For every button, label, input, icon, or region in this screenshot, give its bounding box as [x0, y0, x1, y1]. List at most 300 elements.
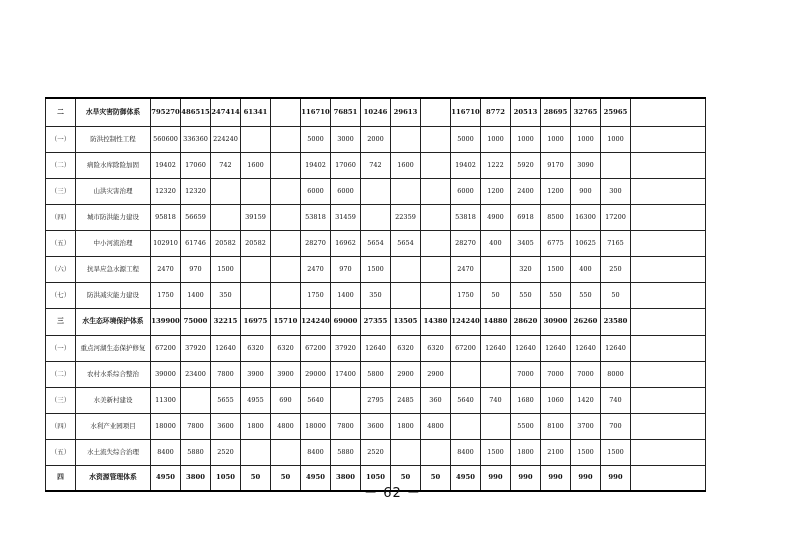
value-cell	[241, 178, 271, 204]
value-cell: 5654	[361, 230, 391, 256]
value-cell: 4800	[271, 413, 301, 439]
value-cell	[631, 256, 706, 282]
value-cell: 27355	[361, 308, 391, 335]
value-cell: 1200	[481, 178, 511, 204]
value-cell: 6000	[301, 178, 331, 204]
value-cell: 1500	[211, 256, 241, 282]
value-cell: 3700	[571, 413, 601, 439]
value-cell: 3000	[331, 126, 361, 152]
value-cell: 14380	[421, 308, 451, 335]
value-cell: 28270	[301, 230, 331, 256]
value-cell: 61746	[181, 230, 211, 256]
value-cell	[391, 178, 421, 204]
value-cell	[241, 256, 271, 282]
row-index-cell: （二）	[46, 361, 76, 387]
row-index-cell: （三）	[46, 178, 76, 204]
table-row	[46, 335, 706, 361]
value-cell: 1000	[541, 126, 571, 152]
page-number: － 62 －	[364, 486, 421, 501]
value-cell: 247414	[211, 98, 241, 126]
table-row	[46, 178, 706, 204]
row-name-cell: 山洪灾害治理	[76, 178, 151, 204]
value-cell: 1500	[361, 256, 391, 282]
value-cell: 1500	[571, 439, 601, 465]
value-cell	[631, 282, 706, 308]
value-cell: 3405	[511, 230, 541, 256]
value-cell: 2520	[361, 439, 391, 465]
row-index-cell: （六）	[46, 256, 76, 282]
value-cell	[421, 282, 451, 308]
value-cell	[631, 126, 706, 152]
value-cell: 4900	[481, 204, 511, 230]
value-cell: 12640	[571, 335, 601, 361]
value-cell: 32765	[571, 98, 601, 126]
value-cell: 550	[511, 282, 541, 308]
value-cell: 50	[601, 282, 631, 308]
value-cell: 7800	[181, 413, 211, 439]
row-name-cell: 病险水库除险加固	[76, 152, 151, 178]
value-cell: 39159	[241, 204, 271, 230]
value-cell: 17400	[331, 361, 361, 387]
value-cell: 5640	[301, 387, 331, 413]
value-cell: 124240	[451, 308, 481, 335]
value-cell: 742	[211, 152, 241, 178]
value-cell: 3600	[361, 413, 391, 439]
value-cell: 486515	[181, 98, 211, 126]
value-cell	[271, 178, 301, 204]
value-cell	[211, 204, 241, 230]
table-row	[46, 413, 706, 439]
value-cell: 740	[481, 387, 511, 413]
value-cell: 50	[421, 465, 451, 491]
table-row	[46, 256, 706, 282]
value-cell: 550	[571, 282, 601, 308]
value-cell: 2100	[541, 439, 571, 465]
value-cell: 970	[181, 256, 211, 282]
value-cell: 1400	[331, 282, 361, 308]
value-cell: 18000	[301, 413, 331, 439]
value-cell: 1222	[481, 152, 511, 178]
value-cell: 17200	[601, 204, 631, 230]
row-name-cell: 水美新村建设	[76, 387, 151, 413]
value-cell: 12640	[361, 335, 391, 361]
value-cell: 2900	[421, 361, 451, 387]
value-cell	[391, 439, 421, 465]
row-index-cell: 四	[46, 465, 76, 491]
value-cell: 1500	[481, 439, 511, 465]
value-cell: 50	[391, 465, 421, 491]
value-cell	[631, 387, 706, 413]
row-index-cell: （三）	[46, 387, 76, 413]
row-name-cell: 水旱灾害防御体系	[76, 98, 151, 126]
value-cell: 7000	[541, 361, 571, 387]
value-cell: 1500	[541, 256, 571, 282]
value-cell: 4800	[421, 413, 451, 439]
value-cell: 23400	[181, 361, 211, 387]
value-cell: 3600	[211, 413, 241, 439]
value-cell	[421, 178, 451, 204]
value-cell: 12320	[181, 178, 211, 204]
value-cell: 1750	[301, 282, 331, 308]
value-cell: 22359	[391, 204, 421, 230]
value-cell: 350	[361, 282, 391, 308]
value-cell: 6000	[451, 178, 481, 204]
row-name-cell: 防洪减灾能力建设	[76, 282, 151, 308]
value-cell: 350	[211, 282, 241, 308]
value-cell	[181, 387, 211, 413]
value-cell: 6320	[391, 335, 421, 361]
value-cell: 12640	[211, 335, 241, 361]
value-cell: 250	[601, 256, 631, 282]
value-cell: 1050	[211, 465, 241, 491]
value-cell: 1600	[391, 152, 421, 178]
value-cell: 139900	[151, 308, 181, 335]
value-cell	[421, 126, 451, 152]
value-cell: 12640	[541, 335, 571, 361]
value-cell: 50	[241, 465, 271, 491]
value-cell	[631, 152, 706, 178]
value-cell: 20513	[511, 98, 541, 126]
row-name-cell: 水利产业园项目	[76, 413, 151, 439]
value-cell: 19402	[301, 152, 331, 178]
value-cell	[391, 126, 421, 152]
value-cell	[271, 126, 301, 152]
value-cell	[451, 361, 481, 387]
value-cell	[481, 413, 511, 439]
value-cell: 28695	[541, 98, 571, 126]
value-cell: 5500	[511, 413, 541, 439]
value-cell: 8400	[451, 439, 481, 465]
value-cell: 20582	[211, 230, 241, 256]
value-cell: 37920	[181, 335, 211, 361]
value-cell	[271, 256, 301, 282]
value-cell: 50	[271, 465, 301, 491]
value-cell: 7165	[601, 230, 631, 256]
value-cell: 8400	[301, 439, 331, 465]
value-cell: 3800	[331, 465, 361, 491]
value-cell	[271, 152, 301, 178]
value-cell: 75000	[181, 308, 211, 335]
value-cell: 5920	[511, 152, 541, 178]
value-cell: 4955	[241, 387, 271, 413]
value-cell	[241, 282, 271, 308]
value-cell	[481, 256, 511, 282]
value-cell	[241, 439, 271, 465]
value-cell: 990	[601, 465, 631, 491]
value-cell: 1420	[571, 387, 601, 413]
table-row	[46, 230, 706, 256]
row-index-cell: 三	[46, 308, 76, 335]
value-cell: 400	[481, 230, 511, 256]
value-cell: 1060	[541, 387, 571, 413]
value-cell: 29613	[391, 98, 421, 126]
value-cell: 29000	[301, 361, 331, 387]
value-cell: 19402	[151, 152, 181, 178]
value-cell	[631, 178, 706, 204]
value-cell	[271, 230, 301, 256]
value-cell: 69000	[331, 308, 361, 335]
value-cell: 3090	[571, 152, 601, 178]
value-cell: 10246	[361, 98, 391, 126]
value-cell: 795270	[151, 98, 181, 126]
value-cell	[601, 152, 631, 178]
value-cell: 2000	[361, 126, 391, 152]
row-name-cell: 水土流失综合治理	[76, 439, 151, 465]
value-cell: 336360	[181, 126, 211, 152]
value-cell: 990	[571, 465, 601, 491]
value-cell: 124240	[301, 308, 331, 335]
value-cell: 1000	[601, 126, 631, 152]
row-index-cell: （五）	[46, 230, 76, 256]
value-cell: 5654	[391, 230, 421, 256]
value-cell: 1000	[571, 126, 601, 152]
row-index-cell: （七）	[46, 282, 76, 308]
value-cell: 1800	[391, 413, 421, 439]
value-cell: 224240	[211, 126, 241, 152]
value-cell: 2485	[391, 387, 421, 413]
value-cell: 8772	[481, 98, 511, 126]
value-cell: 1500	[601, 439, 631, 465]
value-cell: 2470	[451, 256, 481, 282]
value-cell: 7800	[331, 413, 361, 439]
value-cell: 1800	[511, 439, 541, 465]
value-cell: 95818	[151, 204, 181, 230]
value-cell	[271, 98, 301, 126]
value-cell: 12640	[601, 335, 631, 361]
value-cell: 116710	[451, 98, 481, 126]
value-cell: 8100	[541, 413, 571, 439]
value-cell: 39000	[151, 361, 181, 387]
value-cell	[421, 152, 451, 178]
value-cell: 690	[271, 387, 301, 413]
value-cell: 360	[421, 387, 451, 413]
value-cell: 12640	[481, 335, 511, 361]
value-cell: 7000	[511, 361, 541, 387]
value-cell	[631, 439, 706, 465]
value-cell: 28620	[511, 308, 541, 335]
value-cell: 25965	[601, 98, 631, 126]
value-cell: 6918	[511, 204, 541, 230]
table-row	[46, 98, 706, 126]
value-cell: 560600	[151, 126, 181, 152]
value-cell	[361, 204, 391, 230]
value-cell: 15710	[271, 308, 301, 335]
value-cell: 1600	[241, 152, 271, 178]
value-cell: 4950	[151, 465, 181, 491]
value-cell: 14880	[481, 308, 511, 335]
row-name-cell: 农村水系综合整治	[76, 361, 151, 387]
value-cell: 1000	[511, 126, 541, 152]
value-cell: 6320	[271, 335, 301, 361]
value-cell: 50	[481, 282, 511, 308]
value-cell: 970	[331, 256, 361, 282]
value-cell: 5880	[331, 439, 361, 465]
value-cell	[211, 178, 241, 204]
value-cell	[481, 361, 511, 387]
value-cell	[421, 204, 451, 230]
value-cell: 31459	[331, 204, 361, 230]
value-cell	[241, 126, 271, 152]
value-cell: 1750	[451, 282, 481, 308]
value-cell: 2520	[211, 439, 241, 465]
value-cell: 7000	[571, 361, 601, 387]
value-cell: 61341	[241, 98, 271, 126]
value-cell: 13505	[391, 308, 421, 335]
table-row	[46, 152, 706, 178]
value-cell: 400	[571, 256, 601, 282]
row-index-cell: （一）	[46, 126, 76, 152]
value-cell: 17060	[331, 152, 361, 178]
value-cell	[631, 98, 706, 126]
value-cell: 20582	[241, 230, 271, 256]
value-cell: 19402	[451, 152, 481, 178]
value-cell: 6320	[241, 335, 271, 361]
value-cell: 1680	[511, 387, 541, 413]
value-cell: 2400	[511, 178, 541, 204]
value-cell: 4950	[451, 465, 481, 491]
value-cell: 7800	[211, 361, 241, 387]
value-cell: 32215	[211, 308, 241, 335]
table-row	[46, 204, 706, 230]
table-row	[46, 282, 706, 308]
value-cell: 17060	[181, 152, 211, 178]
table-row	[46, 126, 706, 152]
value-cell: 550	[541, 282, 571, 308]
row-index-cell: （二）	[46, 152, 76, 178]
table-row	[46, 361, 706, 387]
row-name-cell: 城市防洪能力建设	[76, 204, 151, 230]
value-cell: 12640	[511, 335, 541, 361]
value-cell	[631, 204, 706, 230]
value-cell: 900	[571, 178, 601, 204]
value-cell: 740	[601, 387, 631, 413]
value-cell: 5655	[211, 387, 241, 413]
value-cell	[631, 413, 706, 439]
row-index-cell: （一）	[46, 335, 76, 361]
value-cell: 3900	[271, 361, 301, 387]
value-cell	[421, 98, 451, 126]
value-cell: 53818	[451, 204, 481, 230]
value-cell: 9170	[541, 152, 571, 178]
value-cell: 2470	[301, 256, 331, 282]
value-cell: 6775	[541, 230, 571, 256]
value-cell: 320	[511, 256, 541, 282]
value-cell	[631, 335, 706, 361]
value-cell	[271, 204, 301, 230]
row-name-cell: 水资源管理体系	[76, 465, 151, 491]
value-cell: 2900	[391, 361, 421, 387]
value-cell: 5000	[301, 126, 331, 152]
value-cell: 5000	[451, 126, 481, 152]
table-row	[46, 387, 706, 413]
value-cell: 990	[511, 465, 541, 491]
value-cell: 76851	[331, 98, 361, 126]
row-index-cell: （五）	[46, 439, 76, 465]
value-cell: 3900	[241, 361, 271, 387]
value-cell: 4950	[301, 465, 331, 491]
value-cell: 18000	[151, 413, 181, 439]
value-cell: 990	[481, 465, 511, 491]
value-cell: 16962	[331, 230, 361, 256]
value-cell: 67200	[151, 335, 181, 361]
value-cell	[331, 387, 361, 413]
value-cell: 1050	[361, 465, 391, 491]
value-cell: 2470	[151, 256, 181, 282]
value-cell: 12320	[151, 178, 181, 204]
row-name-cell: 中小河流治理	[76, 230, 151, 256]
row-index-cell: （四）	[46, 204, 76, 230]
value-cell: 23580	[601, 308, 631, 335]
value-cell	[391, 282, 421, 308]
value-cell: 3800	[181, 465, 211, 491]
value-cell: 1400	[181, 282, 211, 308]
value-cell	[451, 413, 481, 439]
value-cell	[631, 308, 706, 335]
value-cell: 37920	[331, 335, 361, 361]
value-cell: 990	[541, 465, 571, 491]
value-cell: 16300	[571, 204, 601, 230]
value-cell: 30900	[541, 308, 571, 335]
value-cell	[391, 256, 421, 282]
value-cell: 67200	[451, 335, 481, 361]
row-name-cell: 水生态环境保护体系	[76, 308, 151, 335]
value-cell: 300	[601, 178, 631, 204]
table-row	[46, 308, 706, 335]
value-cell: 742	[361, 152, 391, 178]
value-cell: 67200	[301, 335, 331, 361]
value-cell: 8000	[601, 361, 631, 387]
value-cell: 1750	[151, 282, 181, 308]
row-index-cell: （四）	[46, 413, 76, 439]
value-cell	[421, 230, 451, 256]
value-cell	[271, 439, 301, 465]
row-name-cell: 防洪控制性工程	[76, 126, 151, 152]
value-cell: 102910	[151, 230, 181, 256]
value-cell: 6320	[421, 335, 451, 361]
value-cell: 2795	[361, 387, 391, 413]
value-cell: 700	[601, 413, 631, 439]
value-cell: 1000	[481, 126, 511, 152]
value-cell: 5640	[451, 387, 481, 413]
value-cell: 53818	[301, 204, 331, 230]
row-index-cell: 二	[46, 98, 76, 126]
value-cell: 1800	[241, 413, 271, 439]
value-cell: 26260	[571, 308, 601, 335]
value-cell: 8500	[541, 204, 571, 230]
value-cell	[421, 439, 451, 465]
table-row	[46, 439, 706, 465]
value-cell: 5880	[181, 439, 211, 465]
value-cell: 116710	[301, 98, 331, 126]
budget-table	[45, 97, 706, 492]
value-cell: 56659	[181, 204, 211, 230]
row-name-cell: 重点河湖生态保护修复	[76, 335, 151, 361]
value-cell: 11300	[151, 387, 181, 413]
value-cell	[421, 256, 451, 282]
value-cell: 6000	[331, 178, 361, 204]
value-cell	[271, 282, 301, 308]
value-cell: 10625	[571, 230, 601, 256]
value-cell: 8400	[151, 439, 181, 465]
value-cell	[631, 361, 706, 387]
row-name-cell: 抗旱应急水源工程	[76, 256, 151, 282]
value-cell: 28270	[451, 230, 481, 256]
value-cell: 16975	[241, 308, 271, 335]
value-cell: 1200	[541, 178, 571, 204]
value-cell	[361, 178, 391, 204]
value-cell	[631, 230, 706, 256]
value-cell: 5800	[361, 361, 391, 387]
